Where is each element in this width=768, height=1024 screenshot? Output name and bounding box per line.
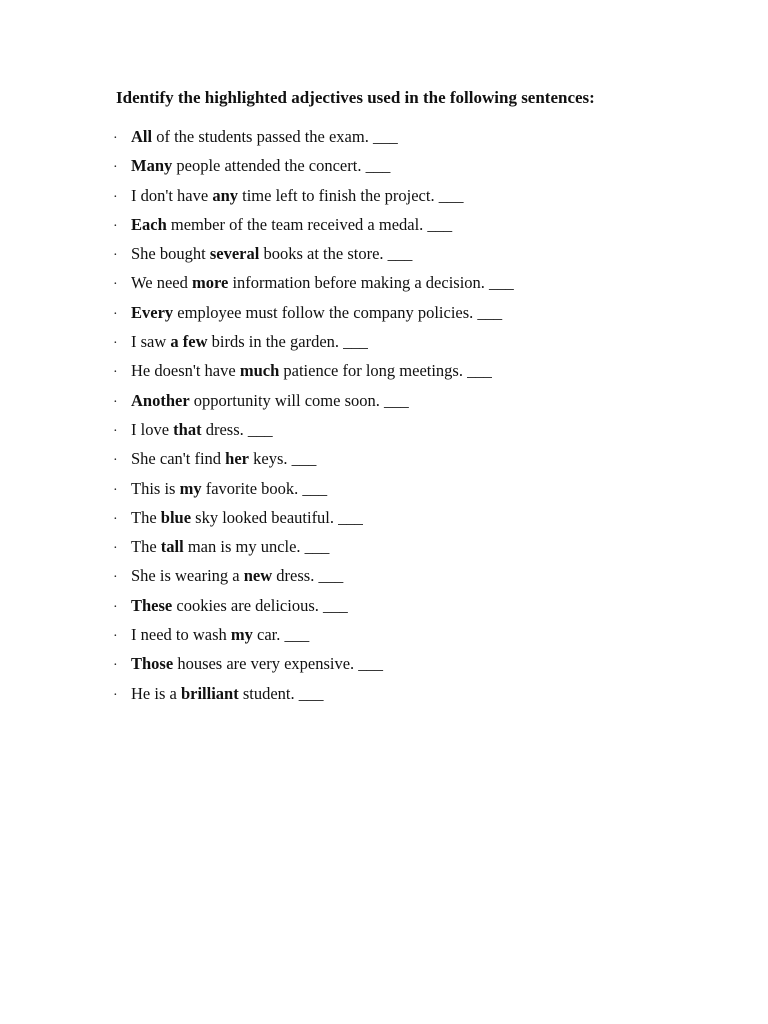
bullet-icon: ·	[113, 160, 118, 176]
sentence-text-after: of the students passed the exam. ___	[152, 127, 398, 146]
bullet-icon: ·	[113, 189, 118, 205]
highlighted-adjective: These	[131, 595, 173, 615]
sentence-text-after: birds in the garden. ___	[207, 332, 368, 352]
bullet-icon: ·	[113, 629, 118, 645]
sentence-item	[113, 624, 514, 653]
highlighted-adjective: tall	[160, 537, 184, 557]
sentence-item	[113, 243, 514, 272]
sentence-text-before: She is wearing a	[131, 566, 244, 586]
highlighted-adjective: Many	[131, 156, 173, 176]
sentence-text-before: I need to wash	[131, 625, 231, 645]
sentence-text-after: favorite book. ___	[201, 478, 328, 498]
sentence-item	[113, 272, 514, 301]
sentence-text-before: I love	[131, 419, 174, 439]
bullet-icon: ·	[113, 394, 118, 410]
highlighted-adjective: Every	[131, 302, 174, 322]
sentence-text-after: sky looked beautiful. ___	[191, 507, 363, 527]
sentence-item	[113, 214, 514, 243]
sentence-item	[113, 155, 514, 184]
sentence-text-after: cookies are delicious. ___	[172, 595, 348, 615]
sentence-text-after: information before making a decision. ___	[228, 273, 514, 293]
highlighted-adjective: much	[239, 361, 280, 381]
sentence-text-before: He doesn't have	[131, 361, 240, 381]
sentence-text-after: man is my uncle. ___	[183, 537, 330, 557]
highlighted-adjective: more	[191, 273, 229, 293]
highlighted-adjective: my	[179, 478, 202, 498]
bullet-icon: ·	[113, 306, 118, 322]
highlighted-adjective: a few	[170, 332, 208, 352]
sentence-text-before: The	[131, 537, 161, 557]
highlighted-adjective: her	[225, 449, 249, 469]
bullet-icon: ·	[113, 658, 118, 674]
bullet-icon: ·	[113, 482, 118, 498]
sentence-item	[113, 419, 514, 448]
bullet-icon: ·	[113, 687, 118, 703]
bullet-icon: ·	[113, 248, 118, 264]
sentence-item	[113, 448, 514, 477]
sentence-item	[113, 331, 514, 360]
sentence-text-before: He is a	[131, 683, 181, 703]
sentence-text-before: I don't have	[131, 185, 213, 205]
sentence-item	[113, 683, 514, 712]
sentence-text-after: opportunity will come soon. ___	[189, 390, 409, 410]
sentence-text-before: She can't find	[131, 449, 226, 469]
bullet-icon: ·	[113, 599, 118, 615]
bullet-icon: ·	[113, 336, 118, 352]
sentence-item	[113, 390, 514, 419]
bullet-icon: ·	[113, 131, 118, 146]
sentence-text-after: member of the team received a medal. ___	[166, 214, 453, 234]
bullet-icon: ·	[113, 423, 118, 439]
highlighted-adjective: new	[243, 566, 273, 586]
bullet-icon: ·	[113, 570, 118, 586]
sentence-text-after: patience for long meetings. ___	[279, 361, 492, 381]
highlighted-adjective: any	[212, 185, 239, 205]
sentence-list	[113, 126, 514, 712]
bullet-icon: ·	[113, 511, 118, 527]
bullet-icon: ·	[113, 453, 118, 469]
sentence-item	[113, 185, 514, 214]
highlighted-adjective: several	[209, 244, 260, 264]
highlighted-adjective: brilliant	[180, 683, 239, 703]
sentence-text-before: This is	[131, 478, 180, 498]
sentence-text-after: people attended the concert. ___	[172, 156, 391, 176]
highlighted-adjective: blue	[160, 507, 192, 527]
sentence-text-after: car. ___	[252, 625, 310, 645]
sentence-text-after: employee must follow the company policies. ___	[173, 302, 503, 322]
sentence-text-after: time left to finish the project. ___	[238, 185, 464, 205]
sentence-item	[113, 302, 514, 331]
sentence-text-before: I saw	[131, 332, 171, 352]
highlighted-adjective: Each	[131, 214, 167, 234]
sentence-text-after: dress. ___	[201, 419, 273, 439]
sentence-text-after: houses are very expensive. ___	[173, 654, 384, 674]
sentence-text-after: books at the store. ___	[259, 244, 413, 264]
highlighted-adjective: Another	[131, 390, 190, 410]
sentence-item	[113, 507, 514, 536]
bullet-icon: ·	[113, 541, 118, 557]
highlighted-adjective: that	[173, 419, 202, 439]
sentence-item	[113, 478, 514, 507]
sentence-text-after: student. ___	[238, 683, 324, 703]
bullet-icon: ·	[113, 218, 118, 234]
sentence-item	[113, 565, 514, 594]
sentence-item	[113, 536, 514, 565]
worksheet-heading: Identify the highlighted adjectives used in the following sentences:	[116, 88, 595, 107]
highlighted-adjective: my	[230, 625, 253, 645]
bullet-icon: ·	[113, 277, 118, 293]
sentence-text-after: dress. ___	[272, 566, 344, 586]
highlighted-adjective: Those	[131, 654, 174, 674]
sentence-text-after: keys. ___	[249, 449, 317, 469]
sentence-item	[113, 126, 514, 155]
highlighted-adjective: All	[131, 127, 153, 146]
bullet-icon: ·	[113, 365, 118, 381]
sentence-text-before: The	[131, 507, 161, 527]
sentence-text-before: She bought	[131, 244, 210, 264]
sentence-item	[113, 595, 514, 624]
sentence-item	[113, 360, 514, 389]
sentence-item	[113, 653, 514, 682]
sentence-text-before: We need	[131, 273, 192, 293]
